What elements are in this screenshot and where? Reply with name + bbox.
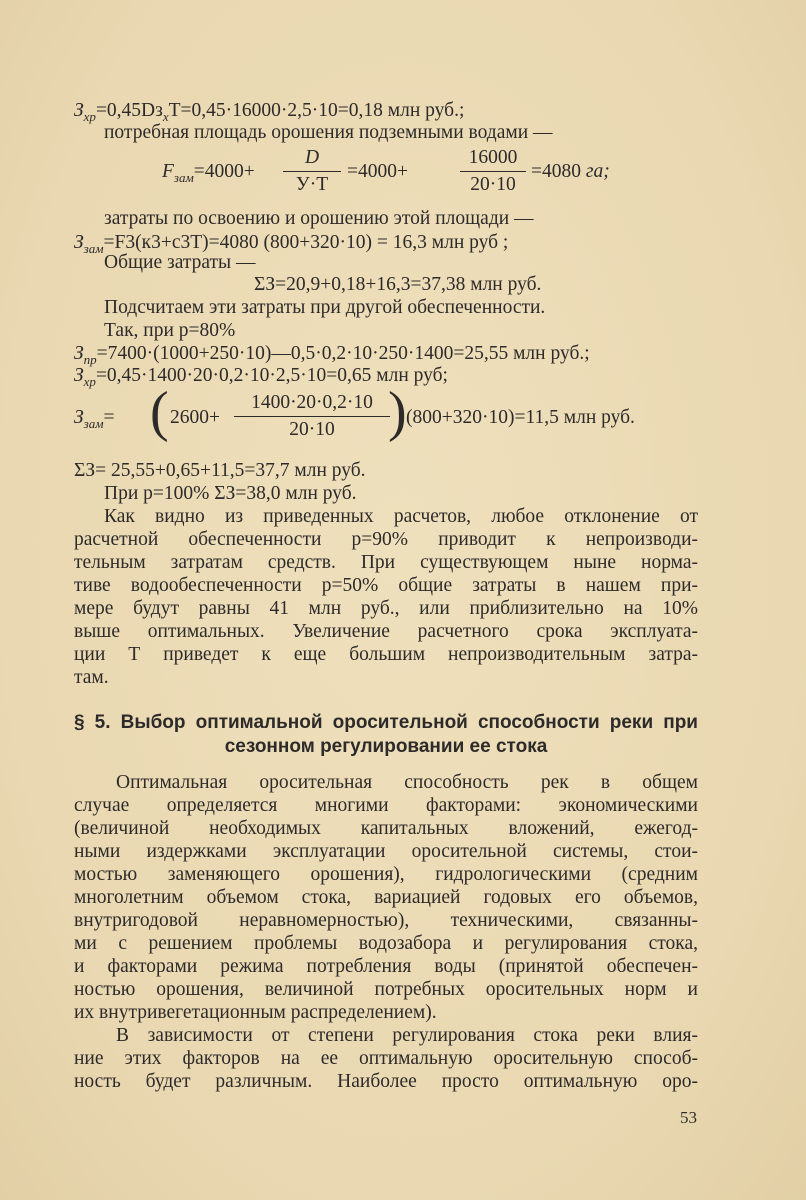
paragraph-line: ние этих факторов на ее оптимальную оросительную способ- bbox=[74, 1048, 698, 1069]
paragraph-line: ми с решением проблемы водозабора и регулирования стока, bbox=[74, 933, 698, 954]
left-parenthesis: ( bbox=[150, 381, 169, 443]
formula-text: = bbox=[103, 407, 115, 428]
fraction-16000-over-200 bbox=[460, 146, 526, 197]
formula-symbol: F bbox=[162, 161, 174, 182]
formula-text: =4080 bbox=[531, 161, 581, 182]
formula-result bbox=[531, 160, 610, 184]
formula-subscript: пр bbox=[83, 352, 97, 367]
formula-subscript: зам bbox=[83, 241, 104, 256]
formula-symbol: З bbox=[74, 365, 84, 386]
formula-text: 2600+ bbox=[170, 407, 220, 428]
formula-text: =F3(к3+с3T)=4080 (800+320·10) = 16,3 млн руб ; bbox=[103, 232, 509, 253]
section-heading-line-2: сезонном регулировании ее стока bbox=[224, 736, 548, 757]
paragraph-line: ностью орошения, величиной потребных оросительных норм и bbox=[74, 979, 698, 1000]
text-line: потребная площадь орошения подземными водами — bbox=[104, 122, 553, 143]
paragraph-line: внутригодовой неравномерностью), техническими, связанны- bbox=[74, 910, 698, 931]
paragraph-line: ции Т приведет к еще большим непроизводительным затра- bbox=[74, 644, 698, 665]
page-number: 53 bbox=[680, 1108, 697, 1127]
paragraph-line: мостью заменяющего орошения), гидрологическими (средним bbox=[74, 864, 698, 885]
formula-unit: га; bbox=[585, 161, 610, 182]
formula-subscript: зам bbox=[83, 416, 104, 431]
formula-subscript: хр bbox=[83, 109, 96, 124]
formula-symbol: З bbox=[74, 100, 84, 121]
formula-text: =0,45·1400·20·0,2·10·2,5·10=0,65 млн руб; bbox=[95, 365, 448, 386]
text-line: Подсчитаем эти затраты при другой обеспеченности. bbox=[104, 297, 546, 318]
formula-subscript: хр bbox=[83, 374, 96, 389]
formula-subscript: зам bbox=[173, 170, 194, 185]
formula-sum-1: ΣЗ=20,9+0,18+16,3=37,38 млн руб. bbox=[254, 274, 542, 295]
formula-subscript: х bbox=[162, 109, 169, 124]
fraction-d-over-ut bbox=[283, 146, 341, 197]
formula-text: =0,45Dз bbox=[95, 100, 163, 121]
formula-text: =4000+ bbox=[193, 161, 255, 182]
text-line: При р=100% ΣЗ=38,0 млн руб. bbox=[104, 483, 357, 504]
fraction-numerator: 16000 bbox=[460, 146, 526, 172]
formula-text: =4000+ bbox=[347, 161, 408, 182]
paragraph-line: выше оптимальных. Увеличение расчетного срока эксплуата- bbox=[74, 621, 698, 642]
section-heading-line-1: § 5. Выбор оптимальной оросительной способности реки при bbox=[74, 712, 698, 733]
formula-fzam-lhs bbox=[162, 160, 255, 190]
formula-sum-2: ΣЗ= 25,55+0,65+11,5=37,7 млн руб. bbox=[74, 460, 366, 481]
paragraph-line: (величиной необходимых капитальных вложений, ежегод- bbox=[74, 818, 698, 839]
formula-symbol: З bbox=[74, 232, 84, 253]
fraction-inner bbox=[234, 391, 390, 442]
paragraph-line: их внутривегетационным распределением). bbox=[74, 1002, 437, 1023]
fraction-numerator: D bbox=[283, 146, 341, 172]
paragraph-line: тельным затратам средств. При существующем ныне норма- bbox=[74, 552, 698, 573]
paragraph-line: случае определяется многими факторами: экономическими bbox=[74, 795, 698, 816]
paragraph-line: ность будет различным. Наиболее просто оптимальную оро- bbox=[74, 1071, 698, 1092]
paragraph-line: и факторами режима потребления воды (принятой обеспечен- bbox=[74, 956, 698, 977]
text-line: затраты по освоению и орошению этой площади — bbox=[104, 208, 534, 229]
paragraph-line: расчетной обеспеченности р=90% приводит к непроизводи- bbox=[74, 529, 698, 550]
formula-text: T=0,45·16000·2,5·10=0,18 млн руб.; bbox=[168, 100, 465, 121]
paragraph-line: Оптимальная оросительная способность рек в общем bbox=[116, 772, 698, 793]
formula-text: =7400·(1000+250·10)—0,5·0,2·10·250·1400=25,55 млн руб.; bbox=[96, 343, 590, 364]
paragraph-line: тиве водообеспеченности р=50% общие затраты в нашем при- bbox=[74, 575, 698, 596]
text-line: Общие затраты — bbox=[104, 252, 256, 273]
paragraph-line: мере будут равны 41 млн руб., или приблизительно на 10% bbox=[74, 598, 698, 619]
fraction-numerator: 1400·20·0,2·10 bbox=[234, 391, 390, 417]
fraction-denominator: У·Т bbox=[295, 174, 329, 195]
formula-symbol: З bbox=[74, 343, 84, 364]
fraction-denominator: 20·10 bbox=[289, 419, 335, 440]
paragraph-line: В зависимости от степени регулирования стока реки влия- bbox=[116, 1025, 698, 1046]
fraction-denominator: 20·10 bbox=[470, 174, 516, 195]
formula-symbol: З bbox=[74, 407, 84, 428]
right-parenthesis: ) bbox=[388, 381, 407, 443]
text-line: Так, при р=80% bbox=[104, 320, 236, 341]
paragraph-line: многолетним объемом стока, вариацией годовых его объемов, bbox=[74, 887, 698, 908]
formula-zzam-2-lhs bbox=[74, 406, 115, 436]
paragraph-line: Как видно из приведенных расчетов, любое отклонение от bbox=[104, 506, 698, 527]
paragraph-line: ными издержками эксплуатации оросительной системы, стои- bbox=[74, 841, 698, 862]
paragraph-line: там. bbox=[74, 667, 109, 688]
formula-text: (800+320·10)=11,5 млн руб. bbox=[406, 407, 635, 428]
